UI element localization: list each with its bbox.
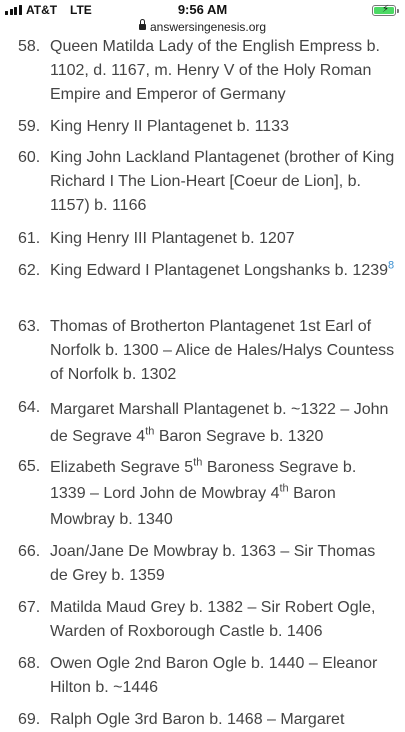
list-number: 61.: [18, 230, 41, 247]
list-number: 59.: [18, 118, 41, 135]
lock-icon: [139, 24, 146, 30]
list-text: Margaret Marshall Plantagenet b. ~1322 – John de Segrave 4: [50, 401, 389, 445]
list-text: Ralph Ogle 3rd Baron b. 1468 – Margaret: [50, 711, 345, 728]
list-text: King Henry III Plantagenet b. 1207: [50, 230, 295, 247]
charging-bolt-icon: ⚡: [382, 4, 390, 15]
list-number: 69.: [18, 711, 41, 728]
list-text: King John Lackland Plantagenet (brother of King Richard I The Lion-Heart [Coeur de Lion], b. 1157) b. 1166: [50, 149, 395, 214]
list-number: 65.: [18, 458, 41, 475]
list-text: Owen Ogle 2nd Baron Ogle b. 1440 – Eleanor Hilton b. ~1446: [50, 655, 378, 696]
list-text: Baron Segrave b. 1320: [154, 428, 324, 445]
list-number: 66.: [18, 543, 41, 560]
status-time: 9:56 AM: [177, 2, 228, 17]
ordinal-suffix: th: [193, 456, 203, 469]
list-number: 68.: [18, 655, 41, 672]
list-text: King Edward I Plantagenet Longshanks b. 1239: [50, 262, 389, 279]
list-number: 62.: [18, 262, 41, 279]
url-bar[interactable]: [0, 20, 405, 38]
list-text: Joan/Jane De Mowbray b. 1363 – Sir Thomas de Grey b. 1359: [50, 543, 376, 584]
citation-link[interactable]: 8: [388, 259, 395, 272]
list-number: 63.: [18, 318, 41, 335]
carrier-name: AT&T: [26, 3, 58, 17]
url-domain: answersingenesis.org: [149, 20, 267, 34]
list-text: Elizabeth Segrave 5: [50, 459, 194, 476]
list-number: 58.: [18, 38, 41, 55]
status-bar: [0, 0, 405, 22]
list-text: Baron Mowbray b. 1340: [50, 485, 336, 528]
ordinal-suffix: th: [279, 482, 289, 495]
network-type: LTE: [70, 3, 92, 17]
list-number: 67.: [18, 599, 41, 616]
list-text: King Henry II Plantagenet b. 1133: [50, 118, 289, 135]
ordinal-suffix: th: [145, 425, 155, 438]
battery-icon: [372, 5, 396, 16]
list-text: Thomas of Brotherton Plantagenet 1st Earl of Norfolk b. 1300 – Alice de Hales/Halys Countess of Norfolk b. 1302: [50, 318, 395, 383]
list-text: Matilda Maud Grey b. 1382 – Sir Robert Ogle, Warden of Roxborough Castle b. 1406: [50, 599, 376, 640]
list-number: 64.: [18, 399, 41, 416]
list-number: 60.: [18, 149, 41, 166]
list-text: Queen Matilda Lady of the English Empress b. 1102, d. 1167, m. Henry V of the Holy Roman Empire and Emperor of Germany: [50, 38, 380, 103]
list-text: Baroness Segrave b. 1339 – Lord John de Mowbray 4: [50, 459, 357, 502]
